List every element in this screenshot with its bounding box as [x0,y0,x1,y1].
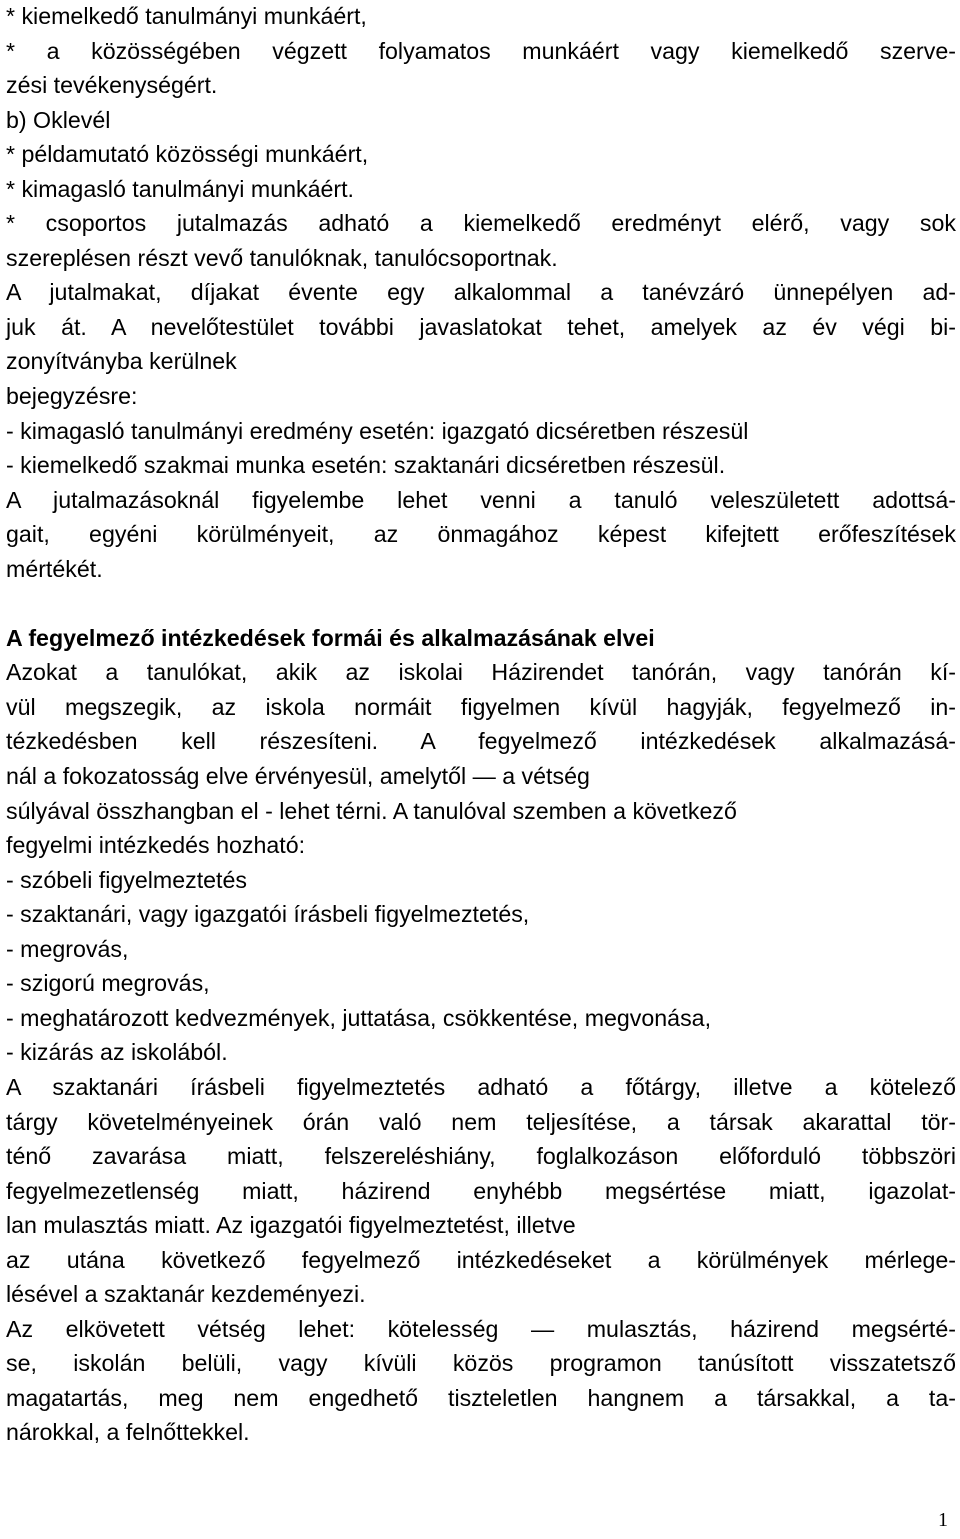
text-line: se, iskolán belüli, vagy kívüli közös programon tanúsított visszatetsző [6,1350,956,1377]
list-heading: b) Oklevél [6,106,111,133]
text-line: - kiemelkedő szakmai munka esetén: szaktanári dicséretben részesül. [6,452,726,479]
list-item: - megrovás, [6,935,129,962]
section-heading: A fegyelmező intézkedések formái és alkalmazásának elvei [6,624,655,651]
text-line: Azokat a tanulókat, akik az iskolai Házirendet tanórán, vagy tanórán kí- [6,659,956,686]
text-line: az utána következő fegyelmező intézkedéseket a körülmények mérlege- [6,1246,956,1273]
text-line: * csoportos jutalmazás adható a kiemelkedő eredményt elérő, vagy sok [6,210,956,237]
text-line: * kimagasló tanulmányi munkáért. [6,175,354,202]
text-line: tárgy követelményeinek órán való nem teljesítése, a társak akarattal tör- [6,1108,956,1135]
text-line: súlyával összhangban el - lehet térni. A tanulóval szemben a következő [6,797,737,824]
text-line: A jutalmazásoknál figyelembe lehet venni a tanuló veleszületett adottsá- [6,486,956,513]
text-line: zési tevékenységért. [6,72,218,99]
text-line: Az elkövetett vétség lehet: kötelesség — mulasztás, házirend megsérté- [6,1315,956,1342]
text-line: * kiemelkedő tanulmányi munkáért, [6,3,367,29]
text-line: ténő zavarása miatt, felszereléshiány, foglalkozáson előforduló többszöri [6,1143,956,1170]
list-item: - szóbeli figyelmeztetés [6,866,247,893]
text-line: szereplésen részt vevő tanulóknak, tanulócsoportnak. [6,244,558,271]
list-item: - szaktanári, vagy igazgatói írásbeli figyelmeztetés, [6,901,530,928]
text-line: A jutalmakat, díjakat évente egy alkalommal a tanévzáró ünnepélyen ad- [6,279,956,306]
text-line: fegyelmi intézkedés hozható: [6,832,306,859]
list-item: - szigorú megrovás, [6,970,210,997]
text-line: bejegyzésre: [6,383,138,410]
text-line: vül megszegik, az iskola normáit figyelmen kívül hagyják, fegyelmező in- [6,693,956,720]
text-line: fegyelmezetlenség miatt, házirend enyhébb megsértése miatt, igazolat- [6,1177,956,1204]
text-line: tézkedésben kell részesíteni. A fegyelmező intézkedések alkalmazásá- [6,728,956,755]
text-line: nárokkal, a felnőttekkel. [6,1419,250,1446]
text-line: * példamutató közösségi munkáért, [6,141,369,168]
page-number: 1 [938,1509,948,1531]
text-line: gait, egyéni körülményeit, az önmagához képest kifejtett erőfeszítések [6,521,956,548]
text-line: magatartás, meg nem engedhető tiszteletlen hangnem a társakkal, a ta- [6,1384,956,1411]
list-item: - meghatározott kedvezmények, juttatása, csökkentése, megvonása, [6,1004,712,1031]
text-line: nál a fokozatosság elve érvényesül, amelytől — a vétség [6,763,590,790]
text-line: lésével a szaktanár kezdeményezi. [6,1281,366,1308]
text-line: * a közösségében végzett folyamatos munkáért vagy kiemelkedő szerve- [6,37,956,64]
text-line: juk át. A nevelőtestület további javaslatokat tehet, amelyek az év végi bi- [6,313,956,340]
text-line: zonyítványba kerülnek [6,348,237,375]
document-page [6,0,956,1450]
text-line: mértékét. [6,555,103,582]
text-line: lan mulasztás miatt. Az igazgatói figyelmeztetést, illetve [6,1212,576,1239]
blank-line [6,586,956,621]
text-line: A szaktanári írásbeli figyelmeztetés adható a főtárgy, illetve a kötelező [6,1073,956,1100]
list-item: - kizárás az iskolából. [6,1039,228,1066]
text-line: - kimagasló tanulmányi eredmény esetén: igazgató dicséretben részesül [6,417,749,444]
